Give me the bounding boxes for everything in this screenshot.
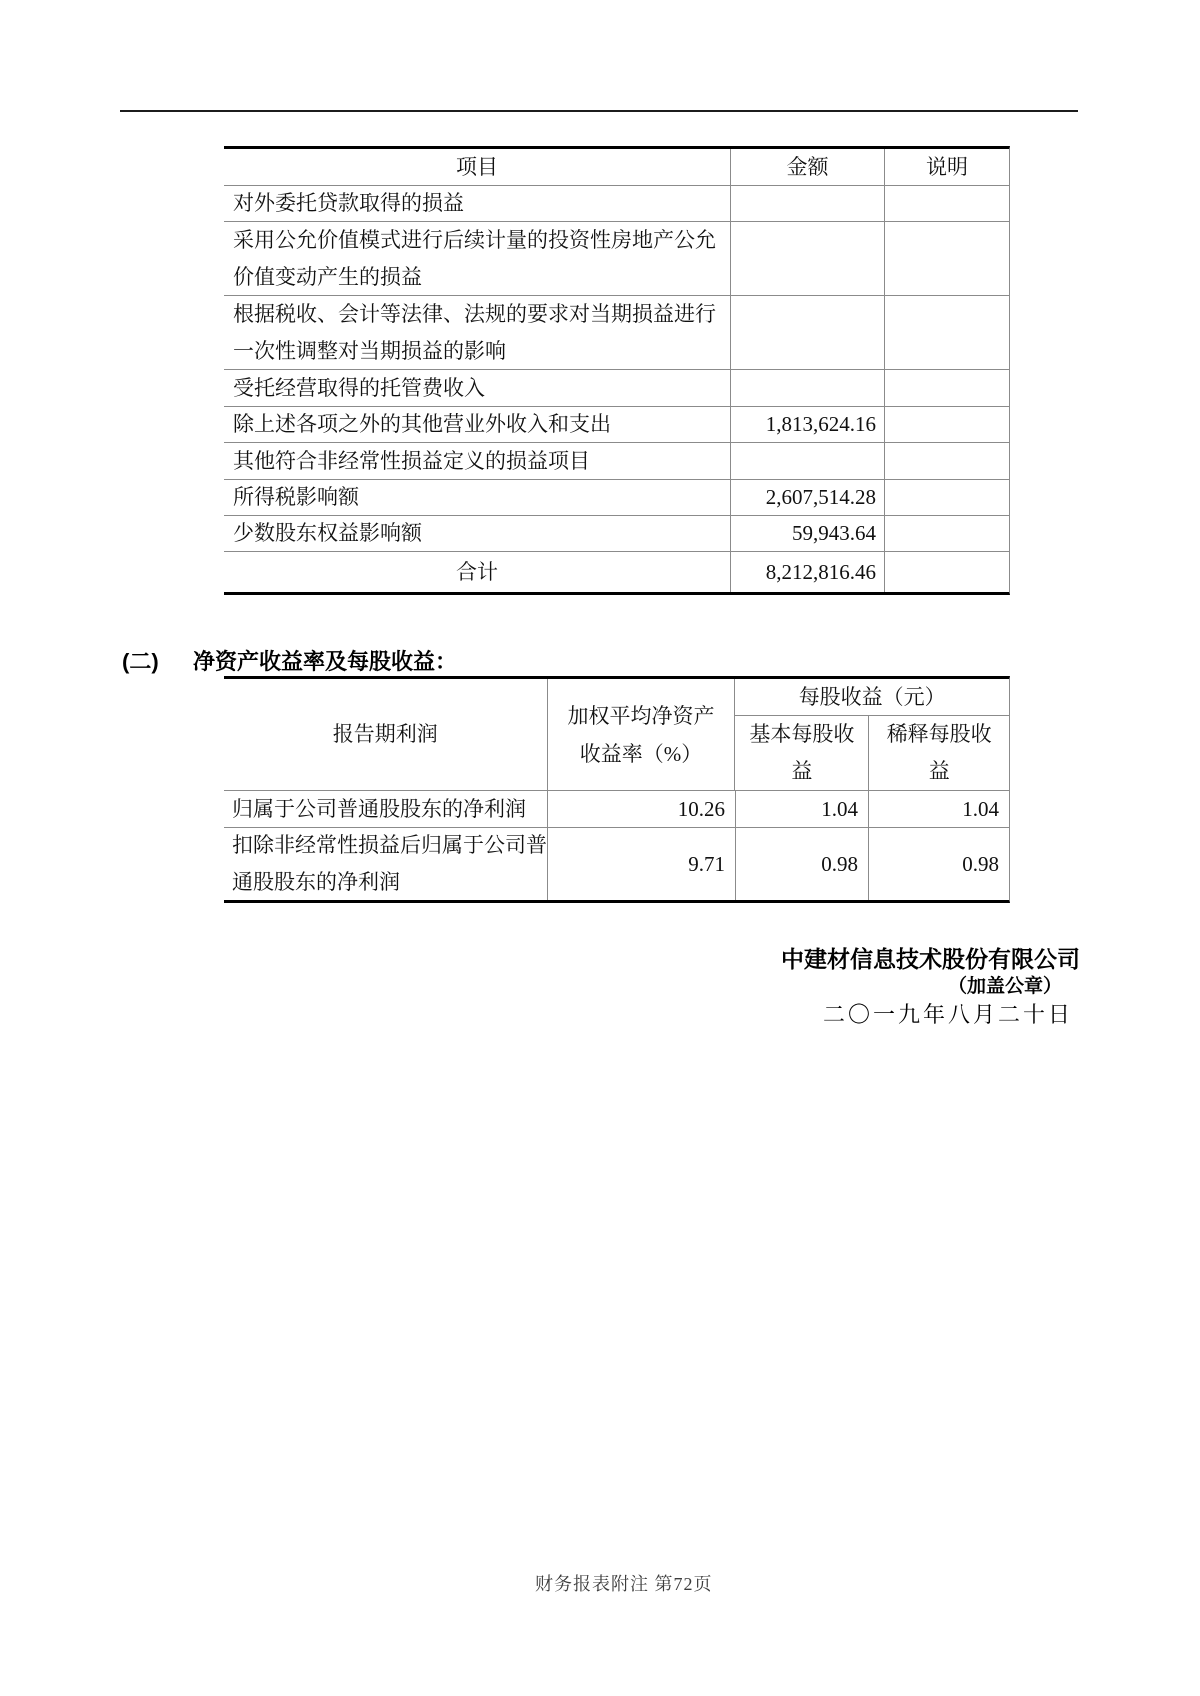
table-header [224, 679, 1009, 791]
table-row [224, 828, 1009, 900]
column-header-basic-eps: 基本每股收益 [749, 722, 855, 783]
cell-note [885, 480, 1009, 515]
section-index: (二) [122, 649, 159, 674]
cell-item: 根据税收、会计等法律、法规的要求对当期损益进行一次性调整对当期损益的影响 [233, 301, 716, 363]
page-footer: 财务报表附注 第72页 [535, 1574, 713, 1594]
column-header-item: 项目 [456, 154, 498, 179]
cell-note [885, 186, 1009, 221]
cell-note [885, 443, 1009, 479]
signature-date: 二〇一九年八月二十日 [822, 1002, 1073, 1027]
cell-amount [730, 222, 885, 295]
table-row [224, 480, 1009, 516]
roe-eps-table [224, 676, 1010, 903]
column-header-profit: 报告期利润 [332, 722, 438, 746]
cell-amount: 1,813,624.16 [730, 407, 885, 442]
cell-item: 少数股东权益影响额 [233, 521, 422, 545]
section-heading [122, 645, 457, 676]
page-top-rule [120, 110, 1078, 112]
cell-item: 其他符合非经常性损益定义的损益项目 [233, 448, 590, 473]
cell-amount [730, 186, 885, 221]
cell-note [885, 407, 1009, 442]
cell-item: 对外委托贷款取得的损益 [233, 191, 464, 215]
cell-amount: 8,212,816.46 [730, 552, 885, 592]
table-row [224, 296, 1009, 370]
table-row [224, 186, 1009, 222]
eps-header-group [734, 679, 1009, 790]
cell-amount [730, 443, 885, 479]
column-header-amount: 金额 [730, 149, 885, 185]
cell-profit: 归属于公司普通股股东的净利润 [232, 796, 526, 821]
cell-diluted: 1.04 [868, 791, 1009, 827]
cell-item: 所得税影响额 [233, 485, 359, 509]
cell-total-label: 合计 [456, 559, 498, 584]
cell-note [885, 370, 1009, 406]
cell-amount: 59,943.64 [730, 516, 885, 551]
table-row [224, 370, 1009, 407]
cell-basic: 1.04 [735, 791, 868, 827]
table-row [224, 222, 1009, 296]
cell-item: 除上述各项之外的其他营业外收入和支出 [233, 412, 611, 436]
cell-roe: 10.26 [547, 791, 735, 827]
column-header-note: 说明 [926, 154, 968, 179]
table-header-row [224, 149, 1009, 186]
signature-company-name: 中建材信息技术股份有限公司 [781, 946, 1080, 972]
cell-note [885, 552, 1009, 592]
table-row [224, 407, 1009, 443]
cell-profit: 扣除非经常性损益后归属于公司普通股股东的净利润 [232, 833, 547, 894]
cell-amount [730, 370, 885, 406]
table-total-row [224, 552, 1009, 592]
cell-note [885, 296, 1009, 369]
cell-item: 采用公允价值模式进行后续计量的投资性房地产公允价值变动产生的损益 [233, 227, 716, 289]
cell-roe: 9.71 [547, 828, 735, 900]
non-recurring-items-table [224, 146, 1010, 595]
cell-item: 受托经营取得的托管费收入 [233, 375, 485, 400]
cell-note [885, 516, 1009, 551]
column-header-diluted-eps: 稀释每股收益 [868, 716, 1009, 790]
table-row [224, 516, 1009, 552]
section-title: 净资产收益率及每股收益： [193, 649, 458, 674]
table-row [224, 791, 1009, 828]
cell-note [885, 222, 1009, 295]
table-row [224, 443, 1009, 480]
cell-diluted: 0.98 [868, 828, 1009, 900]
eps-subheaders [735, 716, 1009, 790]
column-header-roe: 加权平均净资产收益率（%） [547, 679, 735, 790]
cell-basic: 0.98 [735, 828, 868, 900]
cell-amount: 2,607,514.28 [730, 480, 885, 515]
signature-stamp-note: （加盖公章） [947, 976, 1062, 997]
cell-amount [730, 296, 885, 369]
column-header-eps-group: 每股收益（元） [735, 679, 1009, 716]
